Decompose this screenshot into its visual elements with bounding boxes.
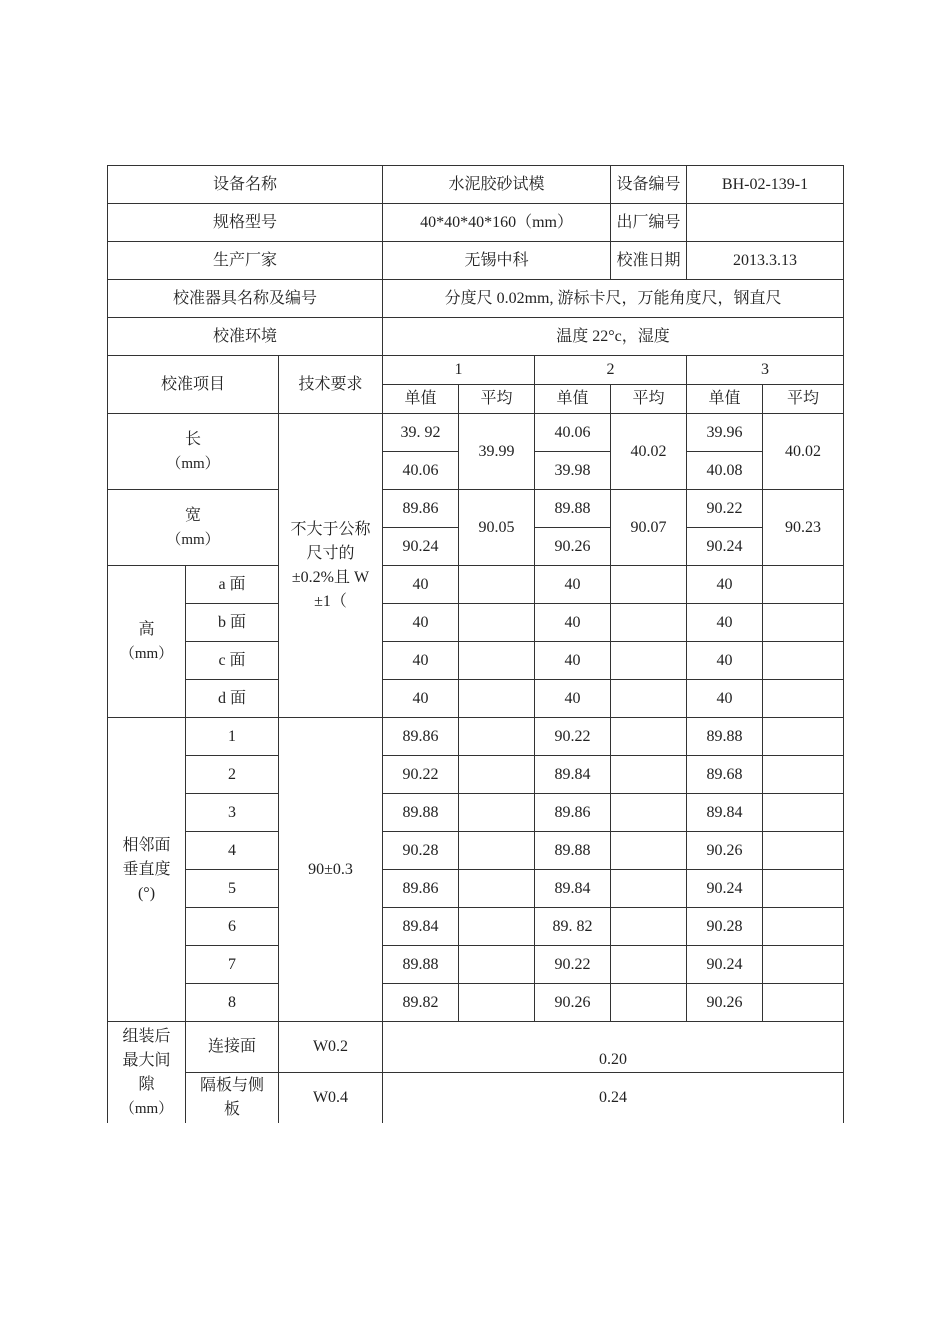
average-cell: 40.02 [611, 414, 687, 490]
value-cell: 40 [535, 604, 611, 642]
width-unit: （mm） [166, 531, 220, 548]
average-header: 平均 [459, 385, 535, 414]
value-cell: 40 [687, 642, 763, 680]
single-header: 单值 [687, 385, 763, 414]
device-name: 水泥胶砂试模 [383, 166, 611, 204]
perp-index: 2 [186, 756, 279, 794]
gap-requirement: W0.4 [279, 1073, 383, 1124]
spec: 40*40*40*160（mm） [383, 204, 611, 242]
requirement-line: 不大于公称 [290, 520, 371, 538]
env-label: 校准环境 [108, 318, 383, 356]
gap-requirement: W0.2 [279, 1022, 383, 1073]
group-2-header: 2 [535, 356, 687, 385]
perp-index: 8 [186, 984, 279, 1022]
face-label: a 面 [186, 566, 279, 604]
width-label: 宽 [184, 506, 201, 524]
gap-label-cell [108, 1022, 186, 1124]
height-label-cell [108, 566, 186, 718]
average-cell: 40.02 [763, 414, 844, 490]
value-cell: 89.88 [383, 794, 459, 832]
length-unit: （mm） [166, 455, 220, 472]
value-cell: 89.84 [687, 794, 763, 832]
average-header: 平均 [611, 385, 687, 414]
perp-index: 7 [186, 946, 279, 984]
perp-label-line: 相邻面 [122, 836, 171, 854]
value-cell: 39.98 [535, 452, 611, 490]
perp-index: 4 [186, 832, 279, 870]
value-cell: 90.22 [535, 718, 611, 756]
col-item-header: 校准项目 [108, 356, 279, 414]
value-cell: 90.26 [535, 528, 611, 566]
perp-index: 1 [186, 718, 279, 756]
value-cell: 90.28 [687, 908, 763, 946]
value-cell: 40.06 [383, 452, 459, 490]
value-cell: 40 [383, 642, 459, 680]
height-unit: （mm） [119, 645, 174, 662]
face-label: d 面 [186, 680, 279, 718]
length-label-cell [108, 414, 279, 490]
requirement-line: ±1（ [314, 592, 347, 610]
perp-index: 6 [186, 908, 279, 946]
value-cell: 89.84 [535, 756, 611, 794]
perp-label-cell [108, 718, 186, 1022]
perp-label-line: 垂直度 [122, 860, 171, 878]
value-cell: 40.06 [535, 414, 611, 452]
face-label: b 面 [186, 604, 279, 642]
average-cell: 39.99 [459, 414, 535, 490]
value-cell: 89.88 [535, 832, 611, 870]
value-cell: 40 [687, 680, 763, 718]
value-cell: 90.22 [535, 946, 611, 984]
gap-value: 0.20 [383, 1022, 844, 1073]
gap-label-line: （mm） [119, 1100, 174, 1117]
value-cell: 40 [535, 642, 611, 680]
maker-label: 生产厂家 [108, 242, 383, 280]
col-requirement-header: 技术要求 [279, 356, 383, 414]
single-header: 单值 [535, 385, 611, 414]
value-cell: 90.22 [687, 490, 763, 528]
gap-label-line: 组装后 [122, 1027, 171, 1045]
value-cell: 90.28 [383, 832, 459, 870]
cal-date: 2013.3.13 [687, 242, 844, 280]
gap-item [186, 1073, 279, 1124]
value-cell: 90.22 [383, 756, 459, 794]
perp-index: 3 [186, 794, 279, 832]
value-cell: 89.88 [535, 490, 611, 528]
value-cell: 89.84 [383, 908, 459, 946]
instruments-label: 校准器具名称及编号 [108, 280, 383, 318]
requirement-line: 尺寸的 [306, 544, 355, 562]
value-cell: 89.84 [535, 870, 611, 908]
value-cell: 39.96 [687, 414, 763, 452]
spec-label: 规格型号 [108, 204, 383, 242]
value-cell: 40 [383, 680, 459, 718]
gap-label-line: 隙 [138, 1075, 155, 1093]
value-cell: 40 [687, 604, 763, 642]
value-cell: 89.88 [383, 946, 459, 984]
average-cell: 90.05 [459, 490, 535, 566]
width-label-cell [108, 490, 279, 566]
gap-item-line: 隔板与侧 [199, 1077, 264, 1094]
average-cell: 90.07 [611, 490, 687, 566]
gap-value: 0.24 [383, 1073, 844, 1124]
perp-index: 5 [186, 870, 279, 908]
maker: 无锡中科 [383, 242, 611, 280]
perp-requirement: 90±0.3 [279, 718, 383, 1022]
value-cell: 40 [535, 680, 611, 718]
value-cell: 90.26 [535, 984, 611, 1022]
group-3-header: 3 [687, 356, 844, 385]
device-no: BH-02-139-1 [687, 166, 844, 204]
factory-no [687, 204, 844, 242]
factory-no-label: 出厂编号 [611, 204, 687, 242]
average-header: 平均 [763, 385, 844, 414]
group-1-header: 1 [383, 356, 535, 385]
device-name-label: 设备名称 [108, 166, 383, 204]
length-label: 长 [184, 430, 201, 448]
value-cell: 90.24 [687, 528, 763, 566]
value-cell: 40 [535, 566, 611, 604]
instruments: 分度尺 0.02mm, 游标卡尺，万能角度尺，钢直尺 [383, 280, 844, 318]
value-cell: 90.26 [687, 832, 763, 870]
value-cell: 90.24 [383, 528, 459, 566]
value-cell: 90.26 [687, 984, 763, 1022]
face-label: c 面 [186, 642, 279, 680]
dimension-requirement [279, 414, 383, 718]
value-cell: 89.86 [383, 870, 459, 908]
value-cell: 89.82 [383, 984, 459, 1022]
value-cell: 40 [383, 566, 459, 604]
gap-item: 连接面 [186, 1022, 279, 1073]
single-header: 单值 [383, 385, 459, 414]
calibration-table [107, 165, 844, 1123]
value-cell: 89.86 [383, 718, 459, 756]
value-cell: 90.24 [687, 870, 763, 908]
perp-label-line: (°) [137, 884, 156, 902]
value-cell: 39. 92 [383, 414, 459, 452]
requirement-line: ±0.2%且 W [291, 568, 370, 586]
cal-date-label: 校准日期 [611, 242, 687, 280]
value-cell: 89. 82 [535, 908, 611, 946]
value-cell: 89.88 [687, 718, 763, 756]
gap-item-line: 板 [223, 1101, 240, 1118]
value-cell: 90.24 [687, 946, 763, 984]
gap-label-line: 最大间 [122, 1051, 171, 1069]
value-cell: 89.68 [687, 756, 763, 794]
value-cell: 89.86 [535, 794, 611, 832]
value-cell: 89.86 [383, 490, 459, 528]
env: 温度 22°c，湿度 [383, 318, 844, 356]
device-no-label: 设备编号 [611, 166, 687, 204]
value-cell: 40 [383, 604, 459, 642]
average-cell: 90.23 [763, 490, 844, 566]
value-cell: 40.08 [687, 452, 763, 490]
value-cell: 40 [687, 566, 763, 604]
height-label: 高 [138, 620, 155, 638]
